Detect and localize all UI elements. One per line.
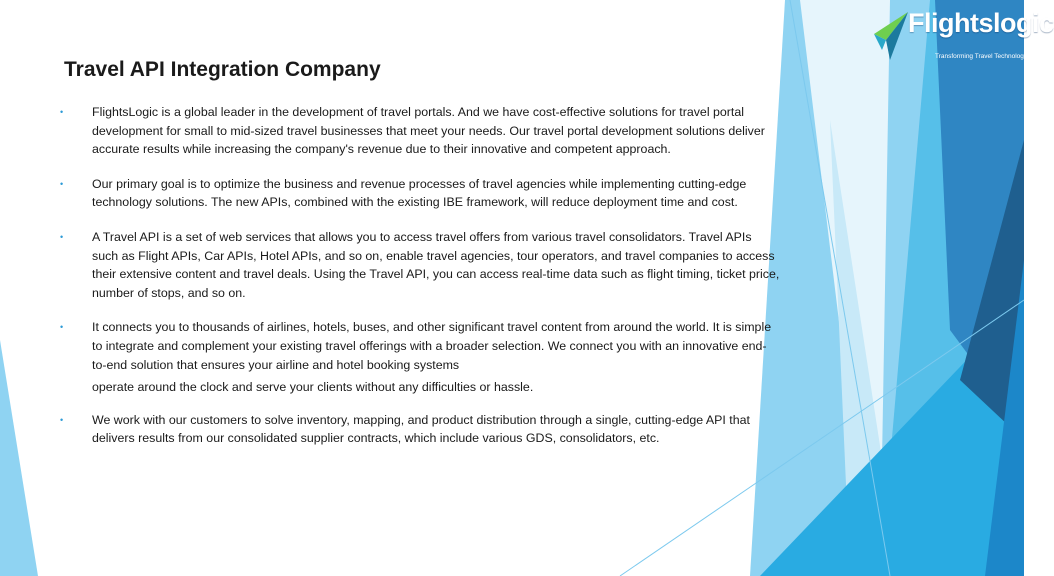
- bullet-icon: •: [60, 231, 64, 242]
- bullet-text-last-line: operate around the clock and serve your clients without any difficulties or hassle.: [92, 380, 534, 395]
- bullet-icon: •: [60, 107, 64, 117]
- list-item: [60, 411, 780, 448]
- bullet-icon: •: [60, 178, 64, 189]
- flightslogic-logo: [868, 6, 1054, 64]
- bullet-list: [60, 103, 780, 448]
- bullet-icon: •: [60, 322, 64, 333]
- bullet-text: FlightsLogic is a global leader in the development of travel portals. And we have cost-effective solutions for travel portal development for small to mid-sized travel businesses that meet your needs. Our travel portal development solutions deliver accurate results while increasing the company's revenue due to their innovative and competent approach.: [92, 105, 765, 157]
- list-item: [60, 175, 780, 212]
- bullet-text: A Travel API is a set of web services that allows you to access travel offers from various travel consolidators. Travel APIs such as Flight APIs, Car APIs, Hotel APIs, and so on, enable travel agencies, tour operators, and travel companies to access their extensive content and travel deals. Using the Travel API, you can access real-time data such as flight timing, ticket price, number of stops, and so on.: [92, 229, 780, 300]
- logo-wordmark: Flightslogic: [908, 8, 1054, 38]
- list-item: [60, 103, 780, 159]
- left-corner-wedge: [0, 340, 38, 576]
- slide-title: Travel API Integration Company: [64, 58, 381, 81]
- bullet-text: We work with our customers to solve inventory, mapping, and product distribution through a single, cutting-edge API that delivers results from our consolidated supplier contracts, which include various GDS, consolidators, etc.: [92, 412, 750, 446]
- bullet-text: Our primary goal is to optimize the business and revenue processes of travel agencies while implementing cutting-edge technology solutions. The new APIs, combined with the existing IBE framework, will reduce deployment time and cost.: [92, 176, 747, 210]
- bullet-text: It connects you to thousands of airlines, hotels, buses, and other significant travel content from around the world. It is simple to integrate and complement your existing travel offerings with a broader selection. We connect you with an innovative end-to-end solution that ensures your airline and hotel booking systems: [92, 320, 772, 372]
- paper-plane-icon: [868, 10, 908, 62]
- list-item: [60, 228, 780, 302]
- logo-tagline: Transforming Travel Technology: [935, 53, 1028, 60]
- bullet-icon: •: [60, 414, 64, 425]
- list-item: [60, 318, 780, 396]
